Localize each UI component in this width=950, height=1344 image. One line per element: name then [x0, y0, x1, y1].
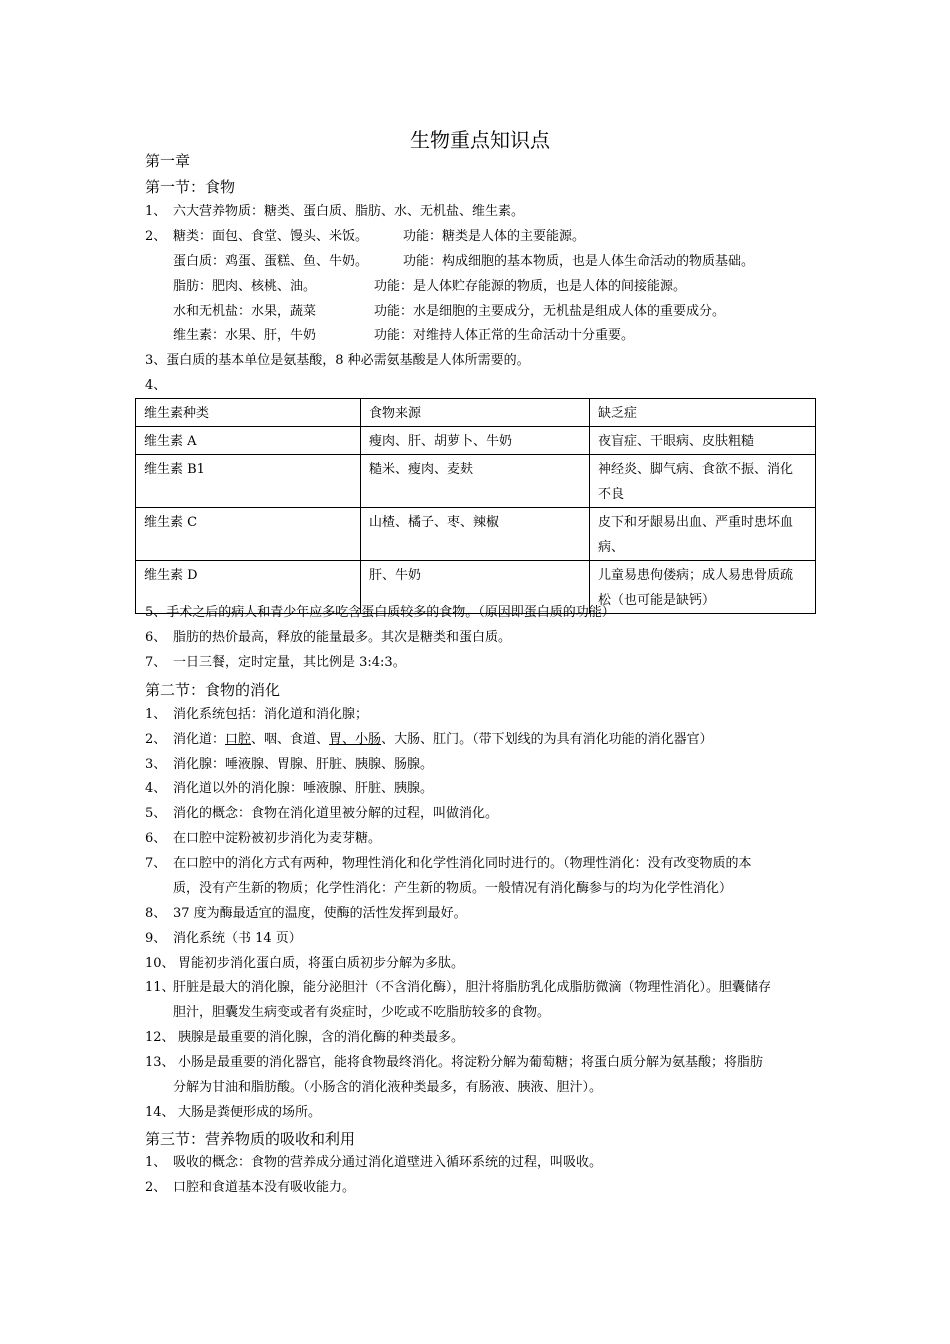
table-cell: 皮下和牙龈易出血、严重时患坏血 病、 [590, 508, 816, 561]
table-cell: 维生素 A [136, 427, 361, 455]
list-item: 1、 六大营养物质：糖类、蛋白质、脂肪、水、无机盐、维生素。 [145, 204, 525, 219]
table-header-cell: 维生素种类 [136, 399, 361, 427]
list-item: 13、 小肠是最重要的消化器官，能将食物最终消化。将淀粉分解为葡萄糖；将蛋白质分解为氨基酸；将脂肪 [145, 1055, 764, 1070]
list-item: 3、 消化腺：唾液腺、胃腺、肝脏、胰腺、肠腺。 [145, 757, 434, 772]
table-cell: 维生素 C [136, 508, 361, 561]
table-header-cell: 缺乏症 [590, 399, 816, 427]
section-2-heading: 第二节：食物的消化 [145, 681, 281, 699]
list-item: 4、 消化道以外的消化腺：唾液腺、肝脏、胰腺。 [145, 781, 434, 796]
list-item: 1、 消化系统包括：消化道和消化腺； [145, 707, 369, 722]
section-3-heading: 第三节：营养物质的吸收和利用 [145, 1130, 356, 1148]
table-cell: 神经炎、脚气病、食欲不振、消化 不良 [590, 455, 816, 508]
list-item: 8、 37 度为酶最适宜的温度，使酶的活性发挥到最好。 [145, 906, 467, 921]
table-header-cell: 食物来源 [361, 399, 590, 427]
table-cell: 维生素 D [136, 561, 361, 614]
list-item: 3、蛋白质的基本单位是氨基酸，8 种必需氨基酸是人体所需要的。 [145, 353, 530, 368]
list-item: 11、肝脏是最大的消化腺，能分泌胆汁（不含消化酶），胆汁将脂肪乳化成脂肪微滴（物理性消化）。胆囊储存 [145, 980, 772, 995]
table-header-row [136, 399, 816, 427]
table-cell: 肝、牛奶 [361, 561, 590, 614]
table-row [136, 427, 816, 455]
table-cell: 糙米、瘦肉、麦麸 [361, 455, 590, 508]
list-item: 6、 在口腔中淀粉被初步消化为麦芽糖。 [145, 831, 382, 846]
list-item: 5、手术之后的病人和青少年应多吃含蛋白质较多的食物。（原因即蛋白质的功能） [145, 605, 615, 620]
vitamin-table [135, 398, 816, 614]
list-item: 7、 在口腔中的消化方式有两种，物理性消化和化学性消化同时进行的。（物理性消化：没有改变物质的本 [145, 856, 752, 871]
table-row [136, 508, 816, 561]
list-item: 6、 脂肪的热价最高，释放的能量最多。其次是糖类和蛋白质。 [145, 630, 512, 645]
list-item: 4、 [145, 378, 167, 393]
table-cell: 儿童易患佝偻病；成人易患骨质疏 松（也可能是缺钙） [590, 561, 816, 614]
list-item: 12、 胰腺是最重要的消化腺，含的消化酶的种类最多。 [145, 1030, 465, 1045]
list-item: 1、 吸收的概念：食物的营养成分通过消化道壁进入循环系统的过程，叫吸收。 [145, 1155, 603, 1170]
list-item: 14、 大肠是粪便形成的场所。 [145, 1105, 322, 1120]
section-1-heading: 第一节：食物 [145, 178, 236, 196]
list-item: 10、 胃能初步消化蛋白质，将蛋白质初步分解为多肽。 [145, 956, 465, 971]
list-item: 7、 一日三餐，定时定量，其比例是 3:4:3。 [145, 655, 406, 670]
table-row [136, 455, 816, 508]
table-cell: 夜盲症、干眼病、皮肤粗糙 [590, 427, 816, 455]
list-item: 2、 消化道：口腔、咽、食道、胃、小肠、大肠、肛门。（带下划线的为具有消化功能的消化器官） [145, 732, 713, 747]
list-item: 2、 口腔和食道基本没有吸收能力。 [145, 1180, 356, 1195]
table-cell: 山楂、橘子、枣、辣椒 [361, 508, 590, 561]
table-cell: 瘦肉、肝、胡萝卜、牛奶 [361, 427, 590, 455]
list-item: 5、 消化的概念：食物在消化道里被分解的过程，叫做消化。 [145, 806, 499, 821]
list-item: 9、 消化系统（书 14 页） [145, 931, 302, 946]
list-item: 2、 糖类：面包、食堂、馒头、米饭。 功能：糖类是人体的主要能源。 [145, 229, 586, 244]
chapter-heading: 第一章 [145, 152, 191, 170]
page-title: 生物重点知识点 [410, 128, 550, 152]
table-cell: 维生素 B1 [136, 455, 361, 508]
